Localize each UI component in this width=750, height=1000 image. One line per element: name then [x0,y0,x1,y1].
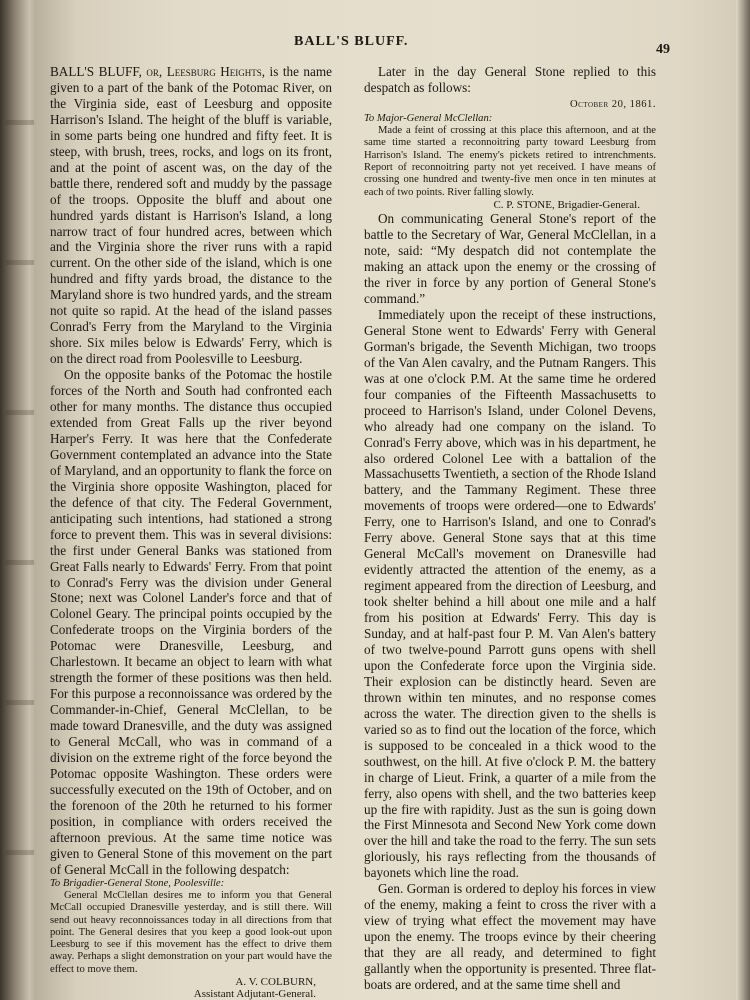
letter-address: To Brigadier-General Stone, Poolesville: [50,877,225,889]
letter-body: General McClellan desires me to inform you that General McCall occupied Dranesville yesterday, and is still there. Will send out heavy reconnoissances today in all directions from that point. The General desires that you keep a good look-out upon Leesburg to see if this movement has the effect to drive them away. Perhaps a slight demonstration on your part would have the effect to move them. [50,889,332,975]
reply-address: To Major-General McClellan: [364,112,493,124]
page-right-edge [736,0,750,1000]
page-number: 49 [656,42,670,57]
paragraph-gorman: Gen. Gorman is ordered to deploy his forces in view of the enemy, making a feint to cross the river with a view of trying what effect the movement may have upon the enemy. The troops evince by their cheering that they are all ready, and determined to fight gallantly when the opportunity is presented. Three flat-boats are ordered, and at the same time shell and [364,881,656,992]
paragraph-opposite-banks: On the opposite banks of the Potomac the hostile forces of the North and South had confronted each other for many months. The distance thus occupied extended from Great Falls up the river beyond Harper's Ferry. It was here that the Confederate Government contemplated an advance into the State of Maryland, and an opportunity to flank the force on the Virginia shore opposite Washington, placed for the defence of that city. The Federal Government, anticipating such intentions, had stationed a strong force to prevent them. This was in several divisions: the first under General Banks was stationed from Great Falls nearly to Edwards' Ferry. From that point to Conrad's Ferry was the division under General Stone; next was Colonel Lander's force and that of Colonel Geary. The principal points occupied by the Confederate troops on the Virginia borders of the Potomac were Dranesville, Leesburg, and Charlestown. It became an object to learn with what strength the former of these positions was then held. For this purpose a reconnoissance was ordered by the Commander-in-Chief, General McClellan, to be made toward Dranesville, and the duty was assigned to General McCall, who was in command of a division on the extreme right of the force beyond the Potomac opposite Washington. These orders were successfully executed on the 19th of October, and on the forenoon of the 20th he returned to his former position, in compliance with orders received the afternoon previous. At the same time notice was given to General Stone of this movement on the part of General McCall in the following despatch: [50,367,332,877]
opening-paragraph [50,64,332,367]
letter-signature: A. V. COLBURN, [235,975,316,988]
reply-date: October 20, 1861. [569,98,656,110]
book-page [34,0,750,1000]
letter-signature-title: Assistant Adjutant-General. [193,988,316,1000]
entry-heading: BALL'S BLUFF, or, Leesburg Heights, [50,64,266,79]
reply-intro: Later in the day General Stone replied to this despatch as follows: [364,64,656,95]
paragraph-report: On communicating General Stone's report of the battle to the Secretary of War, General McClellan, in a note, said: “My despatch did not contemplate the making an attack upon the enemy or the crossing of the river in force by any portion of General Stone's command.” [364,211,656,306]
reply-signature: C. P. STONE, Brigadier-General. [493,198,640,211]
left-column [50,64,332,1000]
reply-body: Made a feint of crossing at this place this afternoon, and at the same time started a reconnoitring party toward Leesburg from Harrison's Island. The enemy's pickets retired to intrenchments. Report of reconnoitring party not yet received. I have means of crossing one hundred and twenty-five men once in ten minutes at each of two points. River falling slowly. [364,125,656,198]
right-column [364,64,656,993]
paragraph-movement: Immediately upon the receipt of these instructions, General Stone went to Edwards' Ferry with General Gorman's brigade, the Seventh Michigan, two troops of the Van Alen cavalry, and the Putnam Rangers. This was at one o'clock P.M. At the same time he ordered four companies of the Fifteenth Massachusetts to proceed to Harrison's Island, under Colonel Devens, who already had one company on the island. To Conrad's Ferry above, which was in his department, he also ordered Colonel Lee with a battalion of the Massachusetts Twentieth, a section of the Rhode Island battery, and the Tammany Regiment. These three movements of troops were ordered—one to Edwards' Ferry, one to Harrison's Island, and one to Conrad's Ferry above. General Stone says that at this time General McCall's movement on Dranesville had evidently attracted the attention of the enemy, as a regiment appeared from the direction of Leesburg, and took shelter behind a hill about one mile and a half from his position at Edwards' Ferry. This day is Sunday, and at half-past four P. M. Van Alen's battery of two twelve-pound Parrott guns opens with shell upon the Confederate force upon the Virginia side. Their explosion can be distinctly heard. Seven are thrown within ten minutes, and no response comes across the water. The direction given to the shells is varied so as to find out the location of the force, which is supposed to be concealed in a thick wood to the southwest, on the hill. At five o'clock P. M. the battery in charge of Lieut. Frink, a quarter of a mile from the ferry, also opens with shell, and the two batteries keep up the fire with rapidity. Just as the sun is going down the First Minnesota and Second New York come down over the hill and take the road to the ferry. The sun sets gloriously, his rays reflecting from the thousands of bayonets which line the road. [364,306,656,881]
running-title: BALL'S BLUFF. [294,34,409,49]
opening-paragraph-text: is the name given to a part of the bank of the Potomac River, on the Virginia side, east of Leesburg and opposite Harrison's Island. The height of the bluff is variable, in some parts being one hundred and fifty feet. It is steep, with brush, trees, rocks, and logs on its front, and at the point of ascent was, on the day of the battle there, rendered soft and muddy by the passage of the troops. Opposite the bluff and about one hundred yards distant is Harrison's Island, a long narrow tract of four hundred acres, between which and the Virginia shore the river runs with a rapid current. On the other side of the island, which is one hundred and fifty yards broad, the distance to the Maryland shore is two hundred yards, and the stream not quite so rapid. At the head of the island passes Conrad's Ferry from the Maryland to the Virginia shore. Six miles below is Edwards' Ferry, which is on the direct road from Poolesville to Leesburg. [50,64,332,367]
